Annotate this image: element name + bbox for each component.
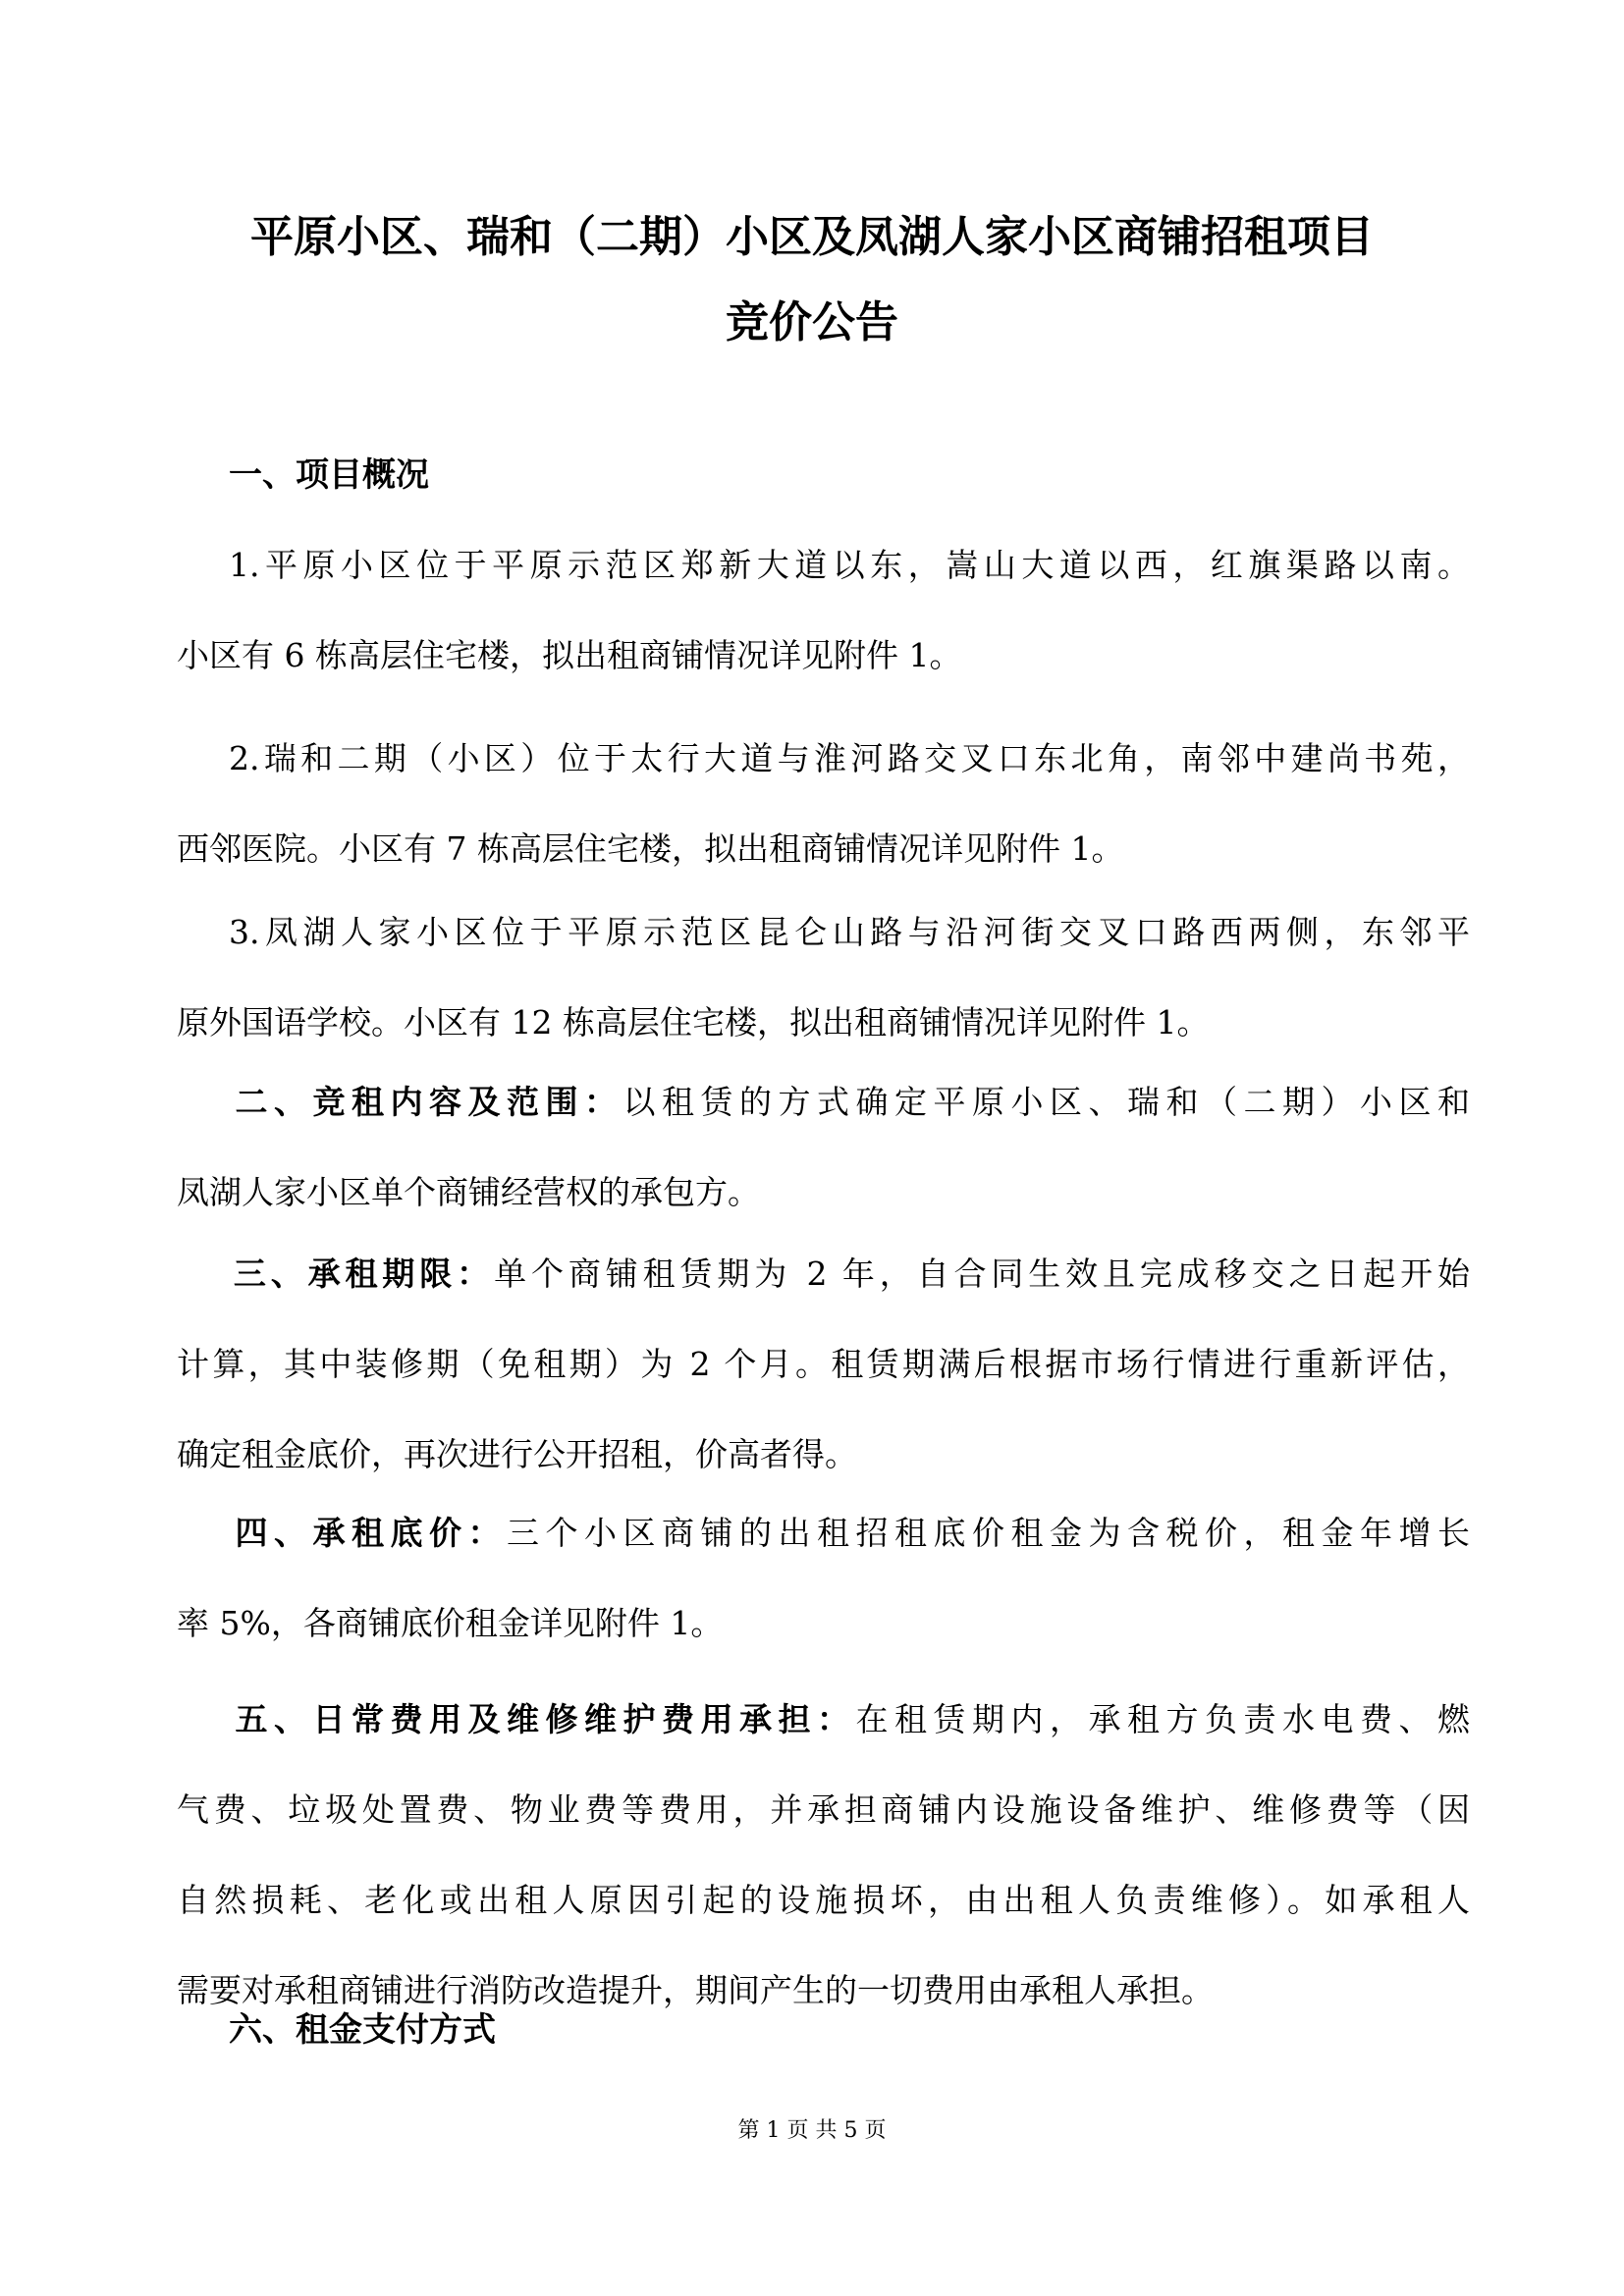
section-2-heading: 二、竞租内容及范围： [229, 1083, 623, 1121]
section-3-line-1: 三、承租期限：单个商铺租赁期为 2 年，自合同生效且完成移交之日起开始 [229, 1255, 1470, 1293]
section-2-line-1: 二、竞租内容及范围：以租赁的方式确定平原小区、瑞和（二期）小区和 [229, 1083, 1470, 1121]
section-3-line-3: 确定租金底价，再次进行公开招租，价高者得。 [177, 1435, 857, 1473]
document-title-line-1: 平原小区、瑞和（二期）小区及凤湖人家小区商铺招租项目 [250, 212, 1374, 262]
section-3 [177, 1229, 1470, 1500]
section-1-item-1-line-2: 小区有 6 栋高层住宅楼，拟出租商铺情况详见附件 1。 [177, 636, 962, 674]
section-1-heading: 一、项目概况 [229, 455, 429, 495]
section-5-line-2: 气费、垃圾处置费、物业费等费用，并承担商铺内设施设备维护、维修费等（因 [177, 1790, 1470, 1829]
section-5-line-3: 自然损耗、老化或出租人原因引起的设施损坏，由出租人负责维修）。如承租人 [177, 1881, 1470, 1919]
section-2-line-2: 凤湖人家小区单个商铺经营权的承包方。 [177, 1173, 760, 1211]
section-1-item-1-line-1: 1.平原小区位于平原示范区郑新大道以东，嵩山大道以西，红旗渠路以南。 [229, 546, 1470, 584]
section-5-line-4: 需要对承租商铺进行消防改造提升，期间产生的一切费用由承租人承担。 [177, 1971, 1214, 2009]
section-1-item-1 [177, 520, 1470, 701]
section-5-line-1: 五、日常费用及维修维护费用承担：在租赁期内，承租方负责水电费、燃 [229, 1700, 1470, 1738]
section-3-line-2: 计算，其中装修期（免租期）为 2 个月。租赁期满后根据市场行情进行重新评估， [177, 1345, 1470, 1383]
section-4-line-1: 四、承租底价：三个小区商铺的出租招租底价租金为含税价，租金年增长 [229, 1514, 1470, 1552]
section-3-heading: 三、承租期限： [229, 1255, 495, 1293]
section-4-heading: 四、承租底价： [229, 1514, 507, 1552]
section-1-item-3-line-2: 原外国语学校。小区有 12 栋高层住宅楼，拟出租商铺情况详见附件 1。 [177, 1003, 1210, 1041]
page-number-footer: 第 1 页 共 5 页 [737, 2118, 887, 2143]
section-1-item-3 [177, 887, 1470, 1068]
section-1-item-2-line-2: 西邻医院。小区有 7 栋高层住宅楼，拟出租商铺情况详见附件 1。 [177, 829, 1124, 868]
section-4 [177, 1488, 1470, 1669]
document-title-line-2: 竞价公告 [726, 297, 898, 347]
section-6-heading: 六、租金支付方式 [229, 2010, 496, 2050]
section-5-heading: 五、日常费用及维修维护费用承担： [229, 1700, 856, 1738]
section-2 [177, 1057, 1470, 1238]
section-4-line-2: 率 5%，各商铺底价租金详见附件 1。 [177, 1604, 724, 1642]
section-1-item-2 [177, 714, 1470, 894]
section-1-item-3-line-1: 3.凤湖人家小区位于平原示范区昆仑山路与沿河街交叉口路西两侧，东邻平 [229, 913, 1470, 951]
section-5 [177, 1675, 1470, 2036]
section-1-item-2-line-1: 2.瑞和二期（小区）位于太行大道与淮河路交叉口东北角，南邻中建尚书苑， [229, 739, 1470, 777]
